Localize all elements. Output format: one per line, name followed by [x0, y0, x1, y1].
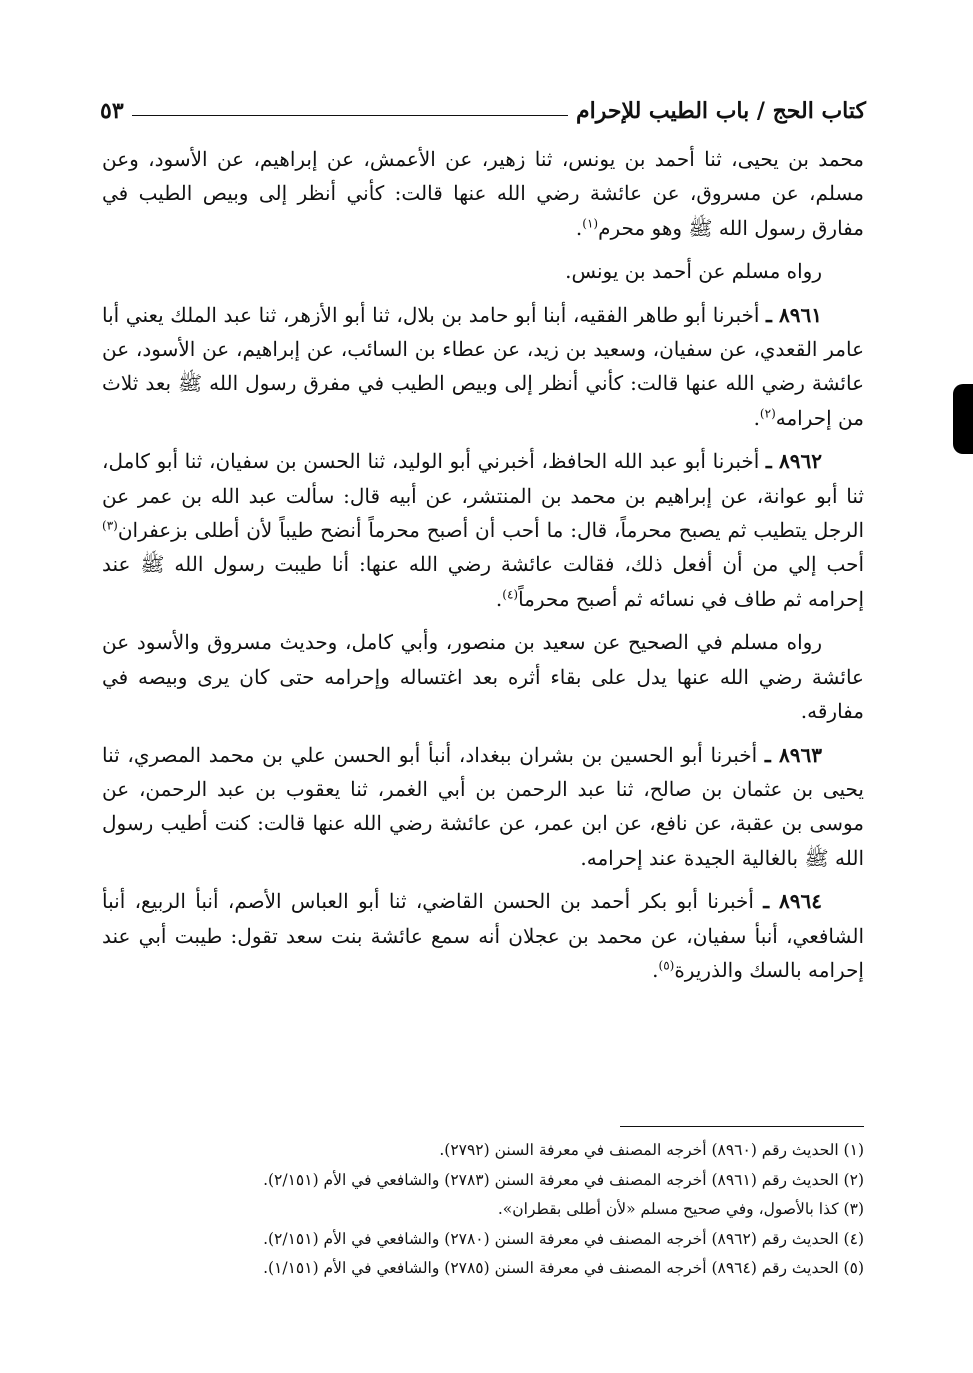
main-text: [102, 142, 864, 996]
hadith-paragraph: [102, 444, 864, 616]
paragraph-text: أخبرنا أبو طاهر الفقيه، أبنا أبو حامد بن بلال، ثنا أبو الأزهر، ثنا عبد الملك يعني أبا عامر القعدي، عن سفيان، وسعيد بن زيد، عن عطاء بن السائب، عن إبراهيم، عن الأسود، عن عائشة رضي الله عنها قالت: كأني أنظر إلى وبيص الطيب في مفرق رسول الله ﷺ بعد ثلاث من إحرامه: [102, 302, 864, 430]
footnote-ref: (٥): [658, 958, 675, 973]
hadith-number: ٨٩٦٢ ـ: [765, 449, 822, 474]
paragraph-end: .: [652, 957, 659, 982]
paragraph-end: .: [495, 586, 503, 611]
footnote-ref: (٤): [502, 587, 519, 602]
footnote-separator: [620, 1126, 864, 1127]
running-header: [100, 84, 866, 124]
footnote: (١) الحديث رقم (٨٩٦٠) أخرجه المصنف في معرفة السنن (٢٧٩٢).: [439, 1141, 864, 1159]
chapter-title: كتاب الحج / باب الطيب للإحرام: [575, 98, 866, 124]
paragraph-end: .: [580, 845, 587, 870]
footnote-ref: (١): [582, 216, 599, 231]
hadith-paragraph: [102, 738, 864, 876]
paragraph-end: .: [753, 405, 760, 430]
paragraph-end: .: [800, 699, 808, 724]
hadith-number: ٨٩٦٤ ـ: [763, 889, 823, 914]
footnotes: [102, 1136, 864, 1284]
hadith-number: ٨٩٦١ ـ: [766, 302, 823, 327]
footnote: (٤) الحديث رقم (٨٩٦٢) أخرجه المصنف في معرفة السنن (٢٧٨٠) والشافعي في الأم (٢/١٥١).: [263, 1229, 864, 1248]
paragraph-text: محمد بن يحيى، ثنا أحمد بن يونس، ثنا زهير، عن الأعمش، عن إبراهيم، عن الأسود، وعن مسلم، عن مسروق، عن عائشة رضي الله عنها قالت: كأني أنظر إلى وبيص الطيب في مفارق رسول الله ﷺ وهو محرم: [102, 147, 864, 240]
hadith-number: ٨٩٦٣ ـ: [764, 742, 822, 767]
paragraph: [102, 625, 864, 728]
paragraph-text: رواه مسلم عن أحمد بن يونس: [571, 259, 822, 284]
paragraph-end: .: [575, 215, 583, 240]
paragraph-end: .: [565, 259, 572, 284]
paragraph: [102, 142, 864, 245]
footnote-ref: (٣): [102, 518, 118, 533]
page-number: ٥٣: [100, 98, 124, 124]
hadith-paragraph: [102, 298, 864, 436]
footnote-ref: (٢): [759, 406, 776, 421]
paragraph-text: رواه مسلم في الصحيح عن سعيد بن منصور، وأبي كامل، وحديث مسروق والأسود عن عائشة رضي الله عنها يدل على بقاء أثره بعد اغتساله وإحرامه حتى كان يرى وبيصه في مفارقه: [102, 630, 864, 724]
footnote: (٢) الحديث رقم (٨٩٦١) أخرجه المصنف في معرفة السنن (٢٧٨٣) والشافعي في الأم (٢/١٥١).: [263, 1170, 864, 1189]
footnote: (٣) كذا بالأصول، وفي صحيح مسلم «لأن أطلى بقطران».: [497, 1200, 864, 1219]
footnote: (٥) الحديث رقم (٨٩٦٤) أخرجه المصنف في معرفة السنن (٢٧٨٥) والشافعي في الأم (١/١٥١).: [263, 1259, 864, 1278]
paragraph-text-continued: أحب إلي من أن أفعل ذلك، فقالت عائشة رضي الله عنها: أنا طيبت رسول الله ﷺ عند إحرامه ثم طاف في نسائه ثم أصبح محرماً: [102, 552, 864, 611]
paragraph-text: أخبرنا أبو الحسين بن بشران ببغداد، أنبأ أبو الحسن علي بن محمد المصري، ثنا يحيى بن عثمان بن صالح، ثنا عبد الرحمن بن أبي الغمر، ثنا يعقوب بن عبد الرحمن، عن موسى بن عقبة، عن نافع، عن ابن عمر، عن عائشة رضي الله عنها قالت: كنت أطيب رسول الله ﷺ بالغالية الجيدة عند إحرامه: [102, 742, 864, 870]
header-rule: [132, 115, 568, 116]
paragraph-text: أخبرنا أبو عبد الله الحافظ، أخبرني أبو الوليد، ثنا الحسن بن سفيان، ثنا أبو كامل، ثنا أبو عوانة، عن إبراهيم بن محمد بن المنتشر، عن أبيه قال: سألت عبد الله بن عمر عن الرجل يتطيب ثم يصبح محرماً، قال: ما أحب أن أصبح محرماً أنضح طيباً لأن أطلى بزعفران: [102, 449, 864, 543]
hadith-paragraph: [102, 884, 864, 987]
page-edge-thumb-mark: [953, 384, 973, 454]
paragraph: [102, 254, 864, 288]
paragraph-text: أخبرنا أبو بكر أحمد بن الحسن القاضي، ثنا أبو العباس الأصم، أنبأ الربيع، أنبأ الشافعي، أنبأ سفيان، عن محمد بن عجلان أنه سمع عائشة بنت سعد تقول: طيبت أبي عند إحرامه بالسك والذريرة: [102, 889, 864, 982]
